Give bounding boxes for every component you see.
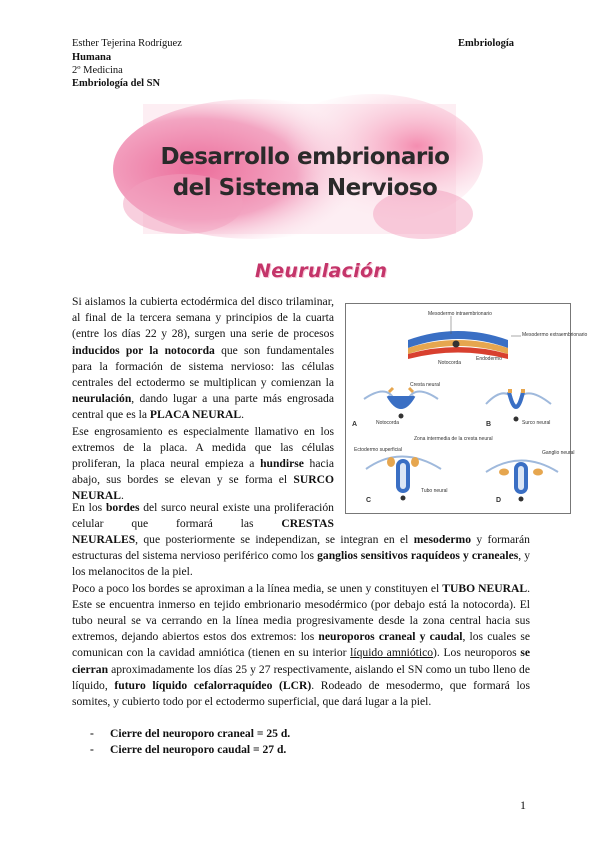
page-number: 1: [520, 798, 526, 812]
panel-d-letter: D: [496, 497, 502, 504]
label-cresta-neural: Cresta neural: [410, 382, 441, 388]
header-course: 2º Medicina: [72, 65, 123, 76]
label-zona-intermedia: Zona intermedia de la cresta neural: [414, 436, 493, 442]
label-tubo-neural: Tubo neural: [421, 488, 448, 494]
document-page: Esther Tejerina Rodríguez Embriología Humana 2º Medicina Embriología del SN Desarrollo embrionario del Sistema Nervioso Neurulación Si aislamos la cubierta ectodérmica del disco trilaminar, al final de la tercera semana y principios de la cuarta (entre los días 22 y 28), surgen una serie de procesos inducidos por la notocorda que son fundamentales para la formación de sistema nervioso: las células centrales del ectodermo se multiplican y comienzan la neurulación, dando lugar a una parte más engrosada central que es la PLACA NEURAL. Ese engrosamiento es especialmente llamativo en los extremos de la placa. A medida que las células proliferan, la placa neural empieza a hundirse hacia abajo, sus bordes se elevan y se forma el SURCO NEURAL. En los bordes del surco neural existe una proliferación celular que formará las CRESTAS NEURALES, que posteriormente se independizan, se integran en el mesodermo y formarán estructuras del sistema nervioso periférico como los ganglios sensitivos raquídeos y craneales, y los melanocitos de la piel. Poco a poco los bordes se aproximan a la línea media, se unen y constituyen el TUBO NEURAL. Este se encuentra inmerso en tejido embrionario mesodérmico (por debajo está la notocorda). El tubo neural se va cerrando en la línea media progresivamente desde la zona central hacia sus extremos, dejando abiertos estos dos extremos: los neuroporos craneal y caudal, los cuales se comunican con la cavidad amniótica (tienen en su interior líquido amniótico). Los neuroporos se cierran aproximadamente los días 25 y 27 respectivamente, aislando el SN como un tubo lleno de líquido, futuro líquido cefalorraquídeo (LCR). Rodeado de mesodermo, que formará los somites, y cubierto todo por el ectodermo superficial, que dará lugar a la piel. - Cierre del neuroporo craneal = 25 d. - Cierre del neuroporo caudal = 27 d. Mesodermo intraembrionario Mesodermo extraembrionario Notocorda Endodermo Cresta neural Notocorda A Surco neural B Zona intermedia de la cresta neural Ectodermo superficial Tubo neural C Ganglio neural D 1: [0, 0, 600, 848]
label-endodermo: Endodermo: [476, 356, 502, 362]
label-surco-neural: Surco neural: [522, 420, 551, 426]
panel-c-letter: C: [366, 497, 372, 504]
header-subject-b: Humana: [72, 52, 112, 63]
header-topic: Embriología del SN: [72, 78, 161, 89]
label-ectodermo-superficial: Ectodermo superficial: [354, 447, 403, 453]
banner-line1: Desarrollo embrionario: [160, 144, 450, 170]
label-notocorda-a: Notocorda: [376, 420, 400, 426]
header-author: Esther Tejerina Rodríguez: [72, 38, 182, 49]
panel-a-letter: A: [352, 421, 358, 428]
paragraph-2-3: NEURALES, que posteriormente se independizan, se integran en el mesodermo y formarán estructuras del sistema nervioso periférico como los ganglios sensitivos raquídeos y craneales, y los melanocitos de la piel. Poco a poco los bordes se aproximan a la línea media, se unen y constituyen el TUBO NEURAL. Este se encuentra inmerso en tejido embrionario mesodérmico (por debajo está la notocorda). El tubo neural se va cerrando en la línea media progresivamente desde la zona central hacia sus extremos, dejando abiertos estos dos extremos: los neuroporos craneal y caudal, los cuales se comunican con la cavidad amniótica (tienen en su interior líquido amniótico). Los neuroporos se cierran aproximadamente los días 25 y 27 respectivamente, aislando el SN como un tubo lleno de líquido, futuro líquido cefalorraquídeo (LCR). Rodeado de mesodermo, que formará los somites, y cubierto todo por el ectodermo superficial, que dará lugar a la piel.: [72, 533, 531, 709]
header-subject-a: Embriología: [458, 38, 515, 49]
title-banner: [143, 104, 456, 234]
panel-b-letter: B: [486, 421, 492, 428]
section-title: Neurulación: [255, 260, 388, 282]
label-mesodermo-extra: Mesodermo extraembrionario: [522, 332, 588, 338]
paragraph-1: Si aislamos la cubierta ectodérmica del disco trilaminar, al final de la tercera semana y principios de la cuarta (entre los días 22 y 28), surgen una serie de procesos inducidos por la notocorda que son fundamentales para la formación de sistema nervioso: las células centrales del ectodermo se multiplican y comienzan la neurulación, dando lugar a una parte más engrosada central que es la PLACA NEURAL. Ese engrosamiento es especialmente llamativo en los extremos de la placa. A medida que las células proliferan, la placa neural empieza a hundirse hacia abajo, sus bordes se elevan y se forma el SURCO NEURAL.: [72, 295, 334, 503]
label-notocorda-top: Notocorda: [438, 360, 462, 366]
label-mesodermo-intra: Mesodermo intraembrionario: [428, 311, 492, 317]
neurulation-figure: [345, 303, 588, 514]
paragraph-2-start: En los bordes del surco neural existe una proliferación celular que formará las CRESTAS: [72, 501, 334, 531]
banner-line2: del Sistema Nervioso: [172, 175, 438, 201]
label-ganglio-neural: Ganglio neural: [542, 450, 575, 456]
